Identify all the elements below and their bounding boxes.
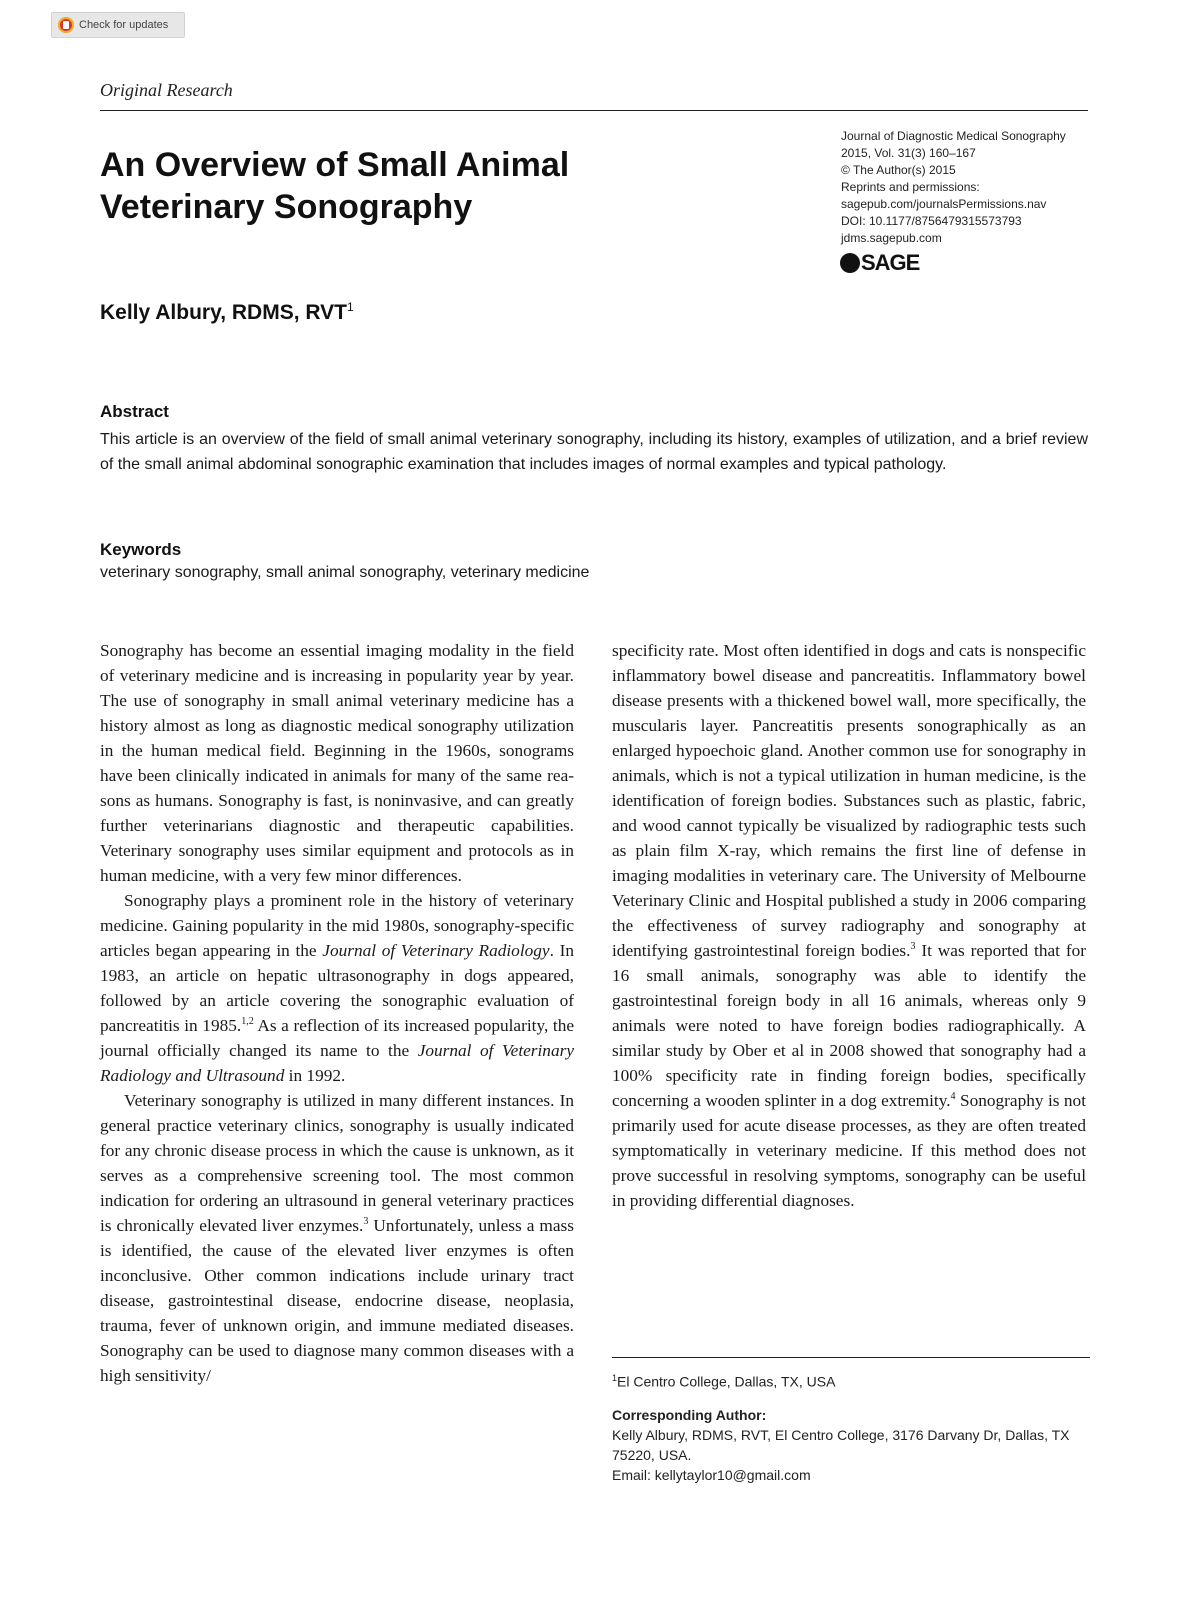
p2-text-d: in 1992. [284, 1066, 346, 1085]
citation-ref[interactable]: 4 [950, 1091, 956, 1103]
citation-ref[interactable]: 1,2 [241, 1016, 254, 1028]
header-rule [100, 110, 1088, 111]
author-line [100, 300, 354, 325]
citation-ref[interactable]: 3 [910, 941, 916, 953]
affiliation-text: El Centro College, Dallas, TX, USA [617, 1373, 836, 1390]
sage-logo-text: SAGE [861, 250, 920, 275]
journal-name-italic-2: Journal of Veterinary Radiology and Ultrasound [100, 1041, 574, 1085]
doi[interactable]: DOI: 10.1177/8756479315573793 [841, 214, 1022, 228]
abstract-heading: Abstract [100, 402, 169, 421]
p3-text-b: Unfortunately, unless a mass is identified, the cause of the elevated liver enzymes is often inconclusive. Other common indications include urinary tract disease, gastrointestinal disease, endocrine disease, neoplasia, trauma, fever of unknown origin, and immune mediated diseases. Sonography can be used to diagnose many common diseases with a high sensitivity/ [100, 1216, 574, 1385]
journal-meta [841, 128, 1091, 247]
author-name: Kelly Albury, RDMS, RVT [100, 301, 347, 324]
p4-text-a: specificity rate. Most often identified in dogs and cats is nonspecific inflammatory bowel disease and pancreatitis. Inflammatory bowel disease presents with a thickened bowel wall, more specifically, the muscularis layer. Pancreatitis presents sonographically as an enlarged hypoechoic gland. Another common use for sonography in animals, which is not a typical utilization in human medicine, is the identification of foreign bodies. Substances such as plastic, fabric, and wood cannot typically be visualized by radiographic tests such as plain film X-ray, which remains the first line of defense in imaging modalities in veterinary care. The University of Melbourne Veterinary Clinic and Hospital published a study in 2006 comparing the effectiveness of survey radiography and sonography at identifying gastrointestinal foreign bodies. [612, 641, 1086, 960]
title-line-2: Veterinary Sonography [100, 188, 473, 226]
body-paragraph-4 [612, 638, 1086, 1213]
p3-text-a: Veterinary sonography is utilized in many different instances. In general practice veterinary clinics, sonography is usually indicated for any chronic disease process in which the cause is unknown, as it serves as a comprehensive screening tool. The most common indication for ordering an ultrasound in general veterinary practices is chronically elevated liver enzymes. [100, 1091, 574, 1235]
keywords-heading: Keywords [100, 540, 182, 559]
sage-logo [840, 250, 919, 276]
journal-volume: 2015, Vol. 31(3) 160–167 [841, 146, 976, 160]
corr-heading: Corresponding Author: [612, 1407, 767, 1423]
p2-text-a: Sonography plays a prominent role in the history of veterinary medicine. Gaining popularity in the mid 1980s, sonography-specific articles began appearing in the [100, 891, 574, 960]
p4-text-c: Sonography is not primarily used for acute disease processes, as they are often treated symptomatically in veterinary medicine. If this method does not prove successful in resolving symptoms, sonography can be useful in providing differential diagnoses. [612, 1091, 1087, 1210]
permissions-link[interactable]: sagepub.com/journalsPermissions.nav [841, 197, 1047, 211]
article-title [100, 144, 720, 228]
journal-name-italic-1: Journal of Veterinary Radiology [322, 941, 550, 960]
body-paragraph-2 [100, 888, 574, 1088]
journal-site-link[interactable]: jdms.sagepub.com [841, 231, 942, 245]
body-paragraph-1: Sonography has become an essential imaging modality in the field of veterinary medicine and is increasing in popularity year by year. The use of sonography in small animal veterinary medicine has a history almost as long as diagnostic medical sonography utilization in the human medical field. Beginning in the 1960s, sonograms have been clinically indicated in animals for many of the same reasons as humans. Sonography is fast, is noninvasive, and can greatly further veterinarians diagnostic and therapeutic capabilities. Veterinary sonography uses similar equipment and protocols as in human medicine, with a very few minor differences. [100, 641, 574, 885]
footnote-rule [612, 1357, 1090, 1358]
title-line-1: An Overview of Small Animal [100, 146, 570, 184]
update-icon [58, 17, 74, 33]
reprints-label: Reprints and permissions: [841, 180, 980, 194]
sage-logo-icon [840, 253, 860, 273]
affiliation-footnote [612, 1373, 835, 1390]
keywords-text: veterinary sonography, small animal sonography, veterinary medicine [100, 564, 590, 581]
body-column-left [100, 638, 574, 1388]
p2-text-b: . In 1983, an article on hepatic ultrasonography in dogs appeared, followed by an article covering the sonographic evaluation of pancreatitis in 1985. [100, 941, 574, 1035]
citation-ref[interactable]: 3 [363, 1216, 369, 1228]
corresponding-author [612, 1405, 1090, 1485]
author-affil-mark: 1 [347, 300, 354, 314]
section-label: Original Research [100, 80, 233, 100]
check-for-updates-badge[interactable] [51, 12, 185, 38]
copyright: © The Author(s) 2015 [841, 163, 956, 177]
p2-text-c: As a reflection of its increased popularity, the journal officially changed its name to the [100, 1016, 575, 1060]
badge-label: Check for updates [79, 19, 169, 31]
body-paragraph-3 [100, 1088, 574, 1388]
p4-text-b: It was reported that for 16 small animals, sonography was able to identify the gastrointestinal foreign body in all 16 animals, whereas only 9 animals were noted to have foreign bodies radiographically. A similar study by Ober et al in 2008 showed that sonography had a 100% specificity rate in finding foreign bodies, specifically concerning a wooden splinter in a dog extremity. [612, 941, 1086, 1110]
affil-mark: 1 [612, 1373, 618, 1383]
body-column-right [612, 638, 1086, 1213]
corr-address: Kelly Albury, RDMS, RVT, El Centro College, 3176 Darvany Dr, Dallas, TX 75220, USA. [612, 1427, 1070, 1463]
abstract-text: This article is an overview of the field of small animal veterinary sonography, including its history, examples of utilization, and a brief review of the small animal abdominal sonographic examination that includes images of normal examples and typical pathology. [100, 431, 1088, 473]
corr-email[interactable]: Email: kellytaylor10@gmail.com [612, 1467, 811, 1483]
journal-name: Journal of Diagnostic Medical Sonography [841, 129, 1066, 143]
